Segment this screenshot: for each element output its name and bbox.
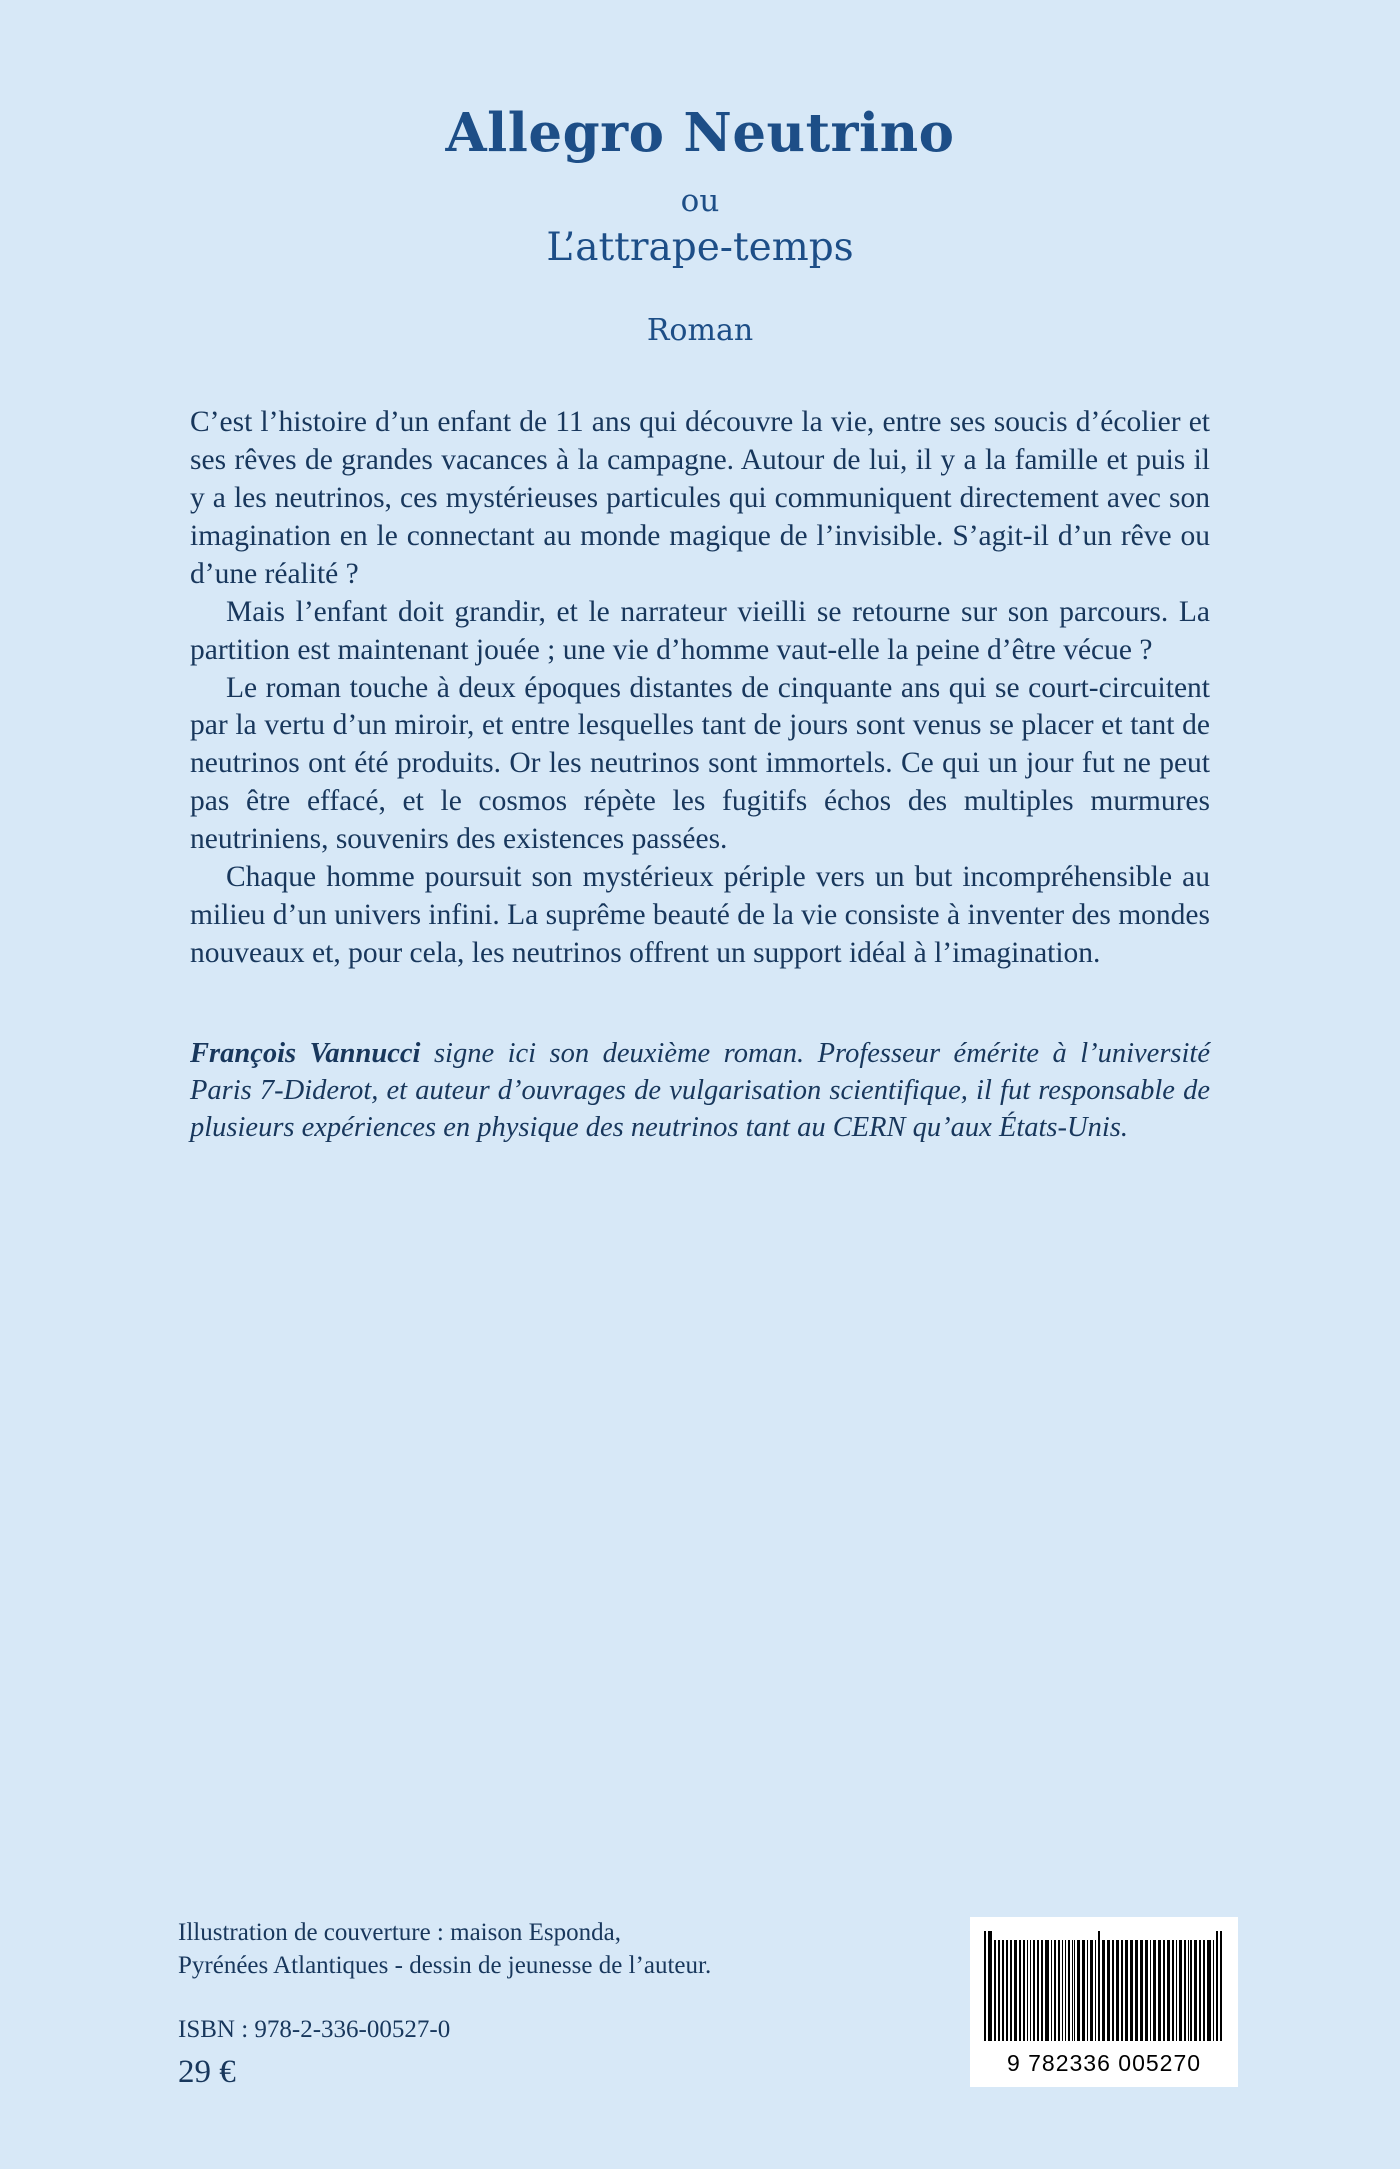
subtitle: L’attrape‑temps [546, 225, 854, 271]
barcode-number: 9 782336 005270 [1006, 2050, 1202, 2076]
blurb-paragraph: C’est l’histoire d’un enfant de 11 ans qui découvre la vie, entre ses soucis d’écolier et ses rêves de grandes vacances à la campagne. Autour de lui, il y a la famille et puis il y a les neutrinos, ces mystérieuses particules qui communiquent directement avec son imagination en le connectant au monde magique de l’invisible. S’agit-il d’un rêve ou d’une réalité ? [190, 406, 1210, 590]
author-bio-text: signe ici son deuxième roman. Professeur émérite à l’université Paris 7-Diderot, et auteur d’ouvrages de vulgarisation scientifique, il fut responsable de plusieurs expériences en physique des neutrinos tant au CERN qu’aux États-Unis. [190, 1037, 1211, 1143]
subtitle-connector: ou [680, 183, 720, 220]
price-text: 29 € [178, 2054, 236, 2090]
title-block [0, 0, 1400, 348]
genre-label: Roman [646, 313, 754, 349]
blurb-paragraph: Le roman touche à deux époques distantes de cinquante ans qui se court-circuitent par la vertu d’un miroir, et entre lesquelles tant de jours sont venus se placer et tant de neutrinos ont été produits. Or les neutrinos sont immortels. Ce qui un jour fut ne peut pas être effacé, et le cosmos répète les fugitifs échos des multiples murmures neutriniens, souvenirs des existences passées. [190, 671, 1210, 856]
footer [178, 1916, 1238, 2091]
isbn-text: ISBN : 978-2-336-00527-0 [178, 2016, 451, 2043]
author-biography [190, 1035, 1210, 1146]
page-title: Allegro Neutrino [445, 102, 955, 164]
blurb-paragraph: Mais l’enfant doit grandir, et le narrateur vieilli se retourne sur son parcours. La partition est maintenant jouée ; une vie d’homme vaut-elle la peine d’être vécue ? [190, 595, 1210, 666]
barcode [970, 1917, 1238, 2087]
blurb-paragraph: Chaque homme poursuit son mystérieux périple vers un but incompréhensible au milieu d’un univers infini. La suprême beauté de la vie consiste à inventer des mondes nouveaux et, pour cela, les neutrinos offrent un support idéal à l’imagination. [190, 861, 1210, 969]
cover-credits-line-1: Illustration de couverture : maison Esponda, [178, 1919, 621, 1946]
blurb-text [190, 404, 1210, 973]
barcode-bars [984, 1931, 1224, 2041]
author-name: François Vannucci [190, 1037, 421, 1069]
cover-credits-line-2: Pyrénées Atlantiques - dessin de jeunesse de l’auteur. [178, 1952, 712, 1979]
